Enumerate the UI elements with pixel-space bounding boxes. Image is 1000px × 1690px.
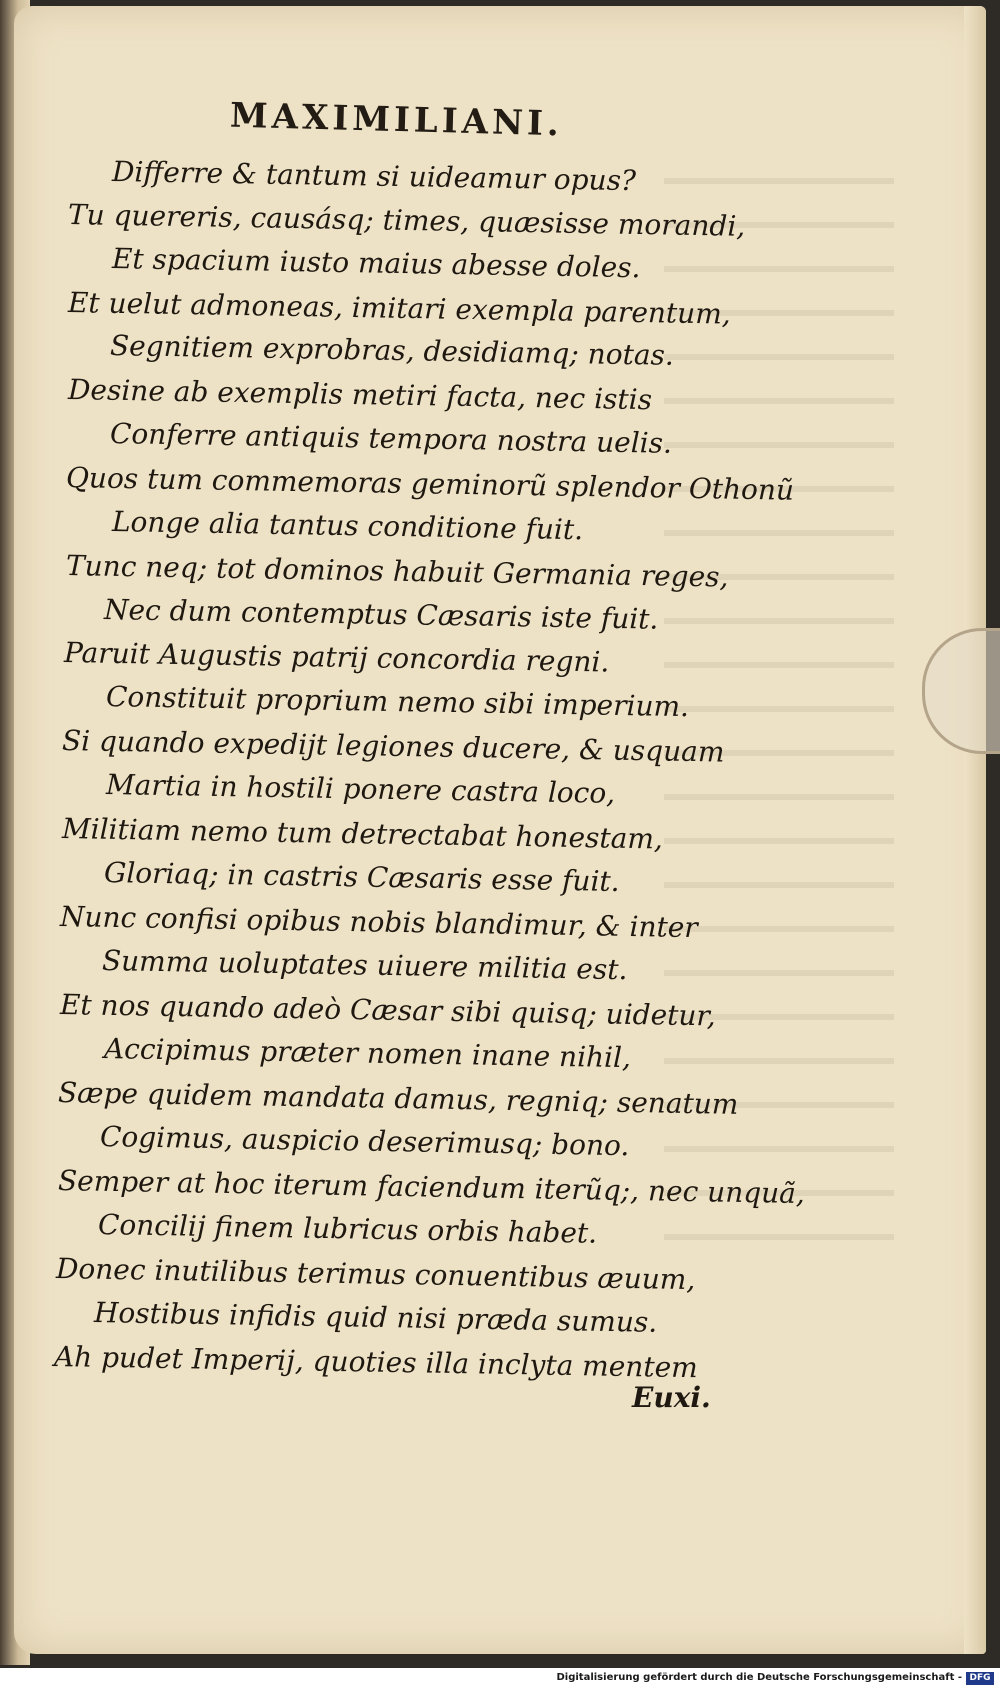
verse-line: Concilij finem lubricus orbis habet. bbox=[97, 1208, 598, 1250]
verse-line: Ah pudet Imperij, quoties illa inclyta mentem bbox=[53, 1340, 699, 1385]
verse-line: Quos tum commemoras geminorũ splendor Othonũ bbox=[65, 461, 795, 507]
verse-line: Militiam nemo tum detrectabat honestam, bbox=[61, 812, 664, 856]
verse-line: Tunc neq; tot dominos habuit Germania reges, bbox=[65, 549, 729, 594]
verse-line: Summa uoluptates uiuere militia est. bbox=[101, 944, 628, 987]
verse-line: Sæpe quidem mandata damus, regniq; senatum bbox=[57, 1076, 739, 1121]
verse-line: Longe alia tantus conditione fuit. bbox=[111, 505, 584, 547]
verse-line: Donec inutilibus terimus conuentibus æuum, bbox=[55, 1252, 696, 1297]
verse-line: Et nos quando adeò Cæsar sibi quisq; uidetur, bbox=[59, 988, 716, 1033]
running-head: MAXIMILIANI. bbox=[229, 95, 564, 145]
dfg-logo: DFG bbox=[966, 1672, 994, 1685]
verse-line: Et spacium iusto maius abesse doles. bbox=[111, 242, 641, 285]
verse-line: Et uelut admoneas, imitari exempla parentum, bbox=[67, 286, 731, 331]
verse-line: Differre & tantum si uideamur opus? bbox=[111, 155, 637, 198]
catchword: Euxi. bbox=[632, 1381, 711, 1414]
verse-line: Martia in hostili ponere castra loco, bbox=[105, 768, 616, 810]
verse-line: Paruit Augustis patrij concordia regni. bbox=[63, 636, 610, 679]
verse-line: Desine ab exemplis metiri facta, nec istis bbox=[67, 373, 653, 417]
verse-line: Gloriaq; in castris Cæsaris esse fuit. bbox=[103, 856, 620, 898]
footer-credit: Digitalisierung gefördert durch die Deutsche Forschungsgemeinschaft - bbox=[556, 1672, 962, 1683]
verse-line: Si quando expedijt legiones ducere, & usquam bbox=[61, 724, 725, 769]
verse-line: Tu quereris, causásq; times, quæsisse morandi, bbox=[67, 198, 746, 243]
verse-line: Accipimus præter nomen inane nihil, bbox=[103, 1032, 632, 1075]
verse-line: Conferre antiquis tempora nostra uelis. bbox=[109, 417, 673, 460]
verse-line: Cogimus, auspicio deserimusq; bono. bbox=[99, 1120, 630, 1163]
verse-line: Nunc confisi opibus nobis blandimur, & inter bbox=[59, 900, 699, 945]
verse-line: Hostibus infidis quid nisi præda sumus. bbox=[93, 1296, 658, 1339]
verse-line: Constituit proprium nemo sibi imperium. bbox=[105, 680, 690, 724]
verse-line: Nec dum contemptus Cæsaris iste fuit. bbox=[103, 593, 659, 636]
verse-line: Semper at hoc iterum faciendum iterũq;, nec unquã, bbox=[57, 1164, 806, 1211]
verse-line: Segnitiem exprobras, desidiamq; notas. bbox=[109, 329, 675, 372]
page-fore-edge bbox=[964, 6, 986, 1654]
